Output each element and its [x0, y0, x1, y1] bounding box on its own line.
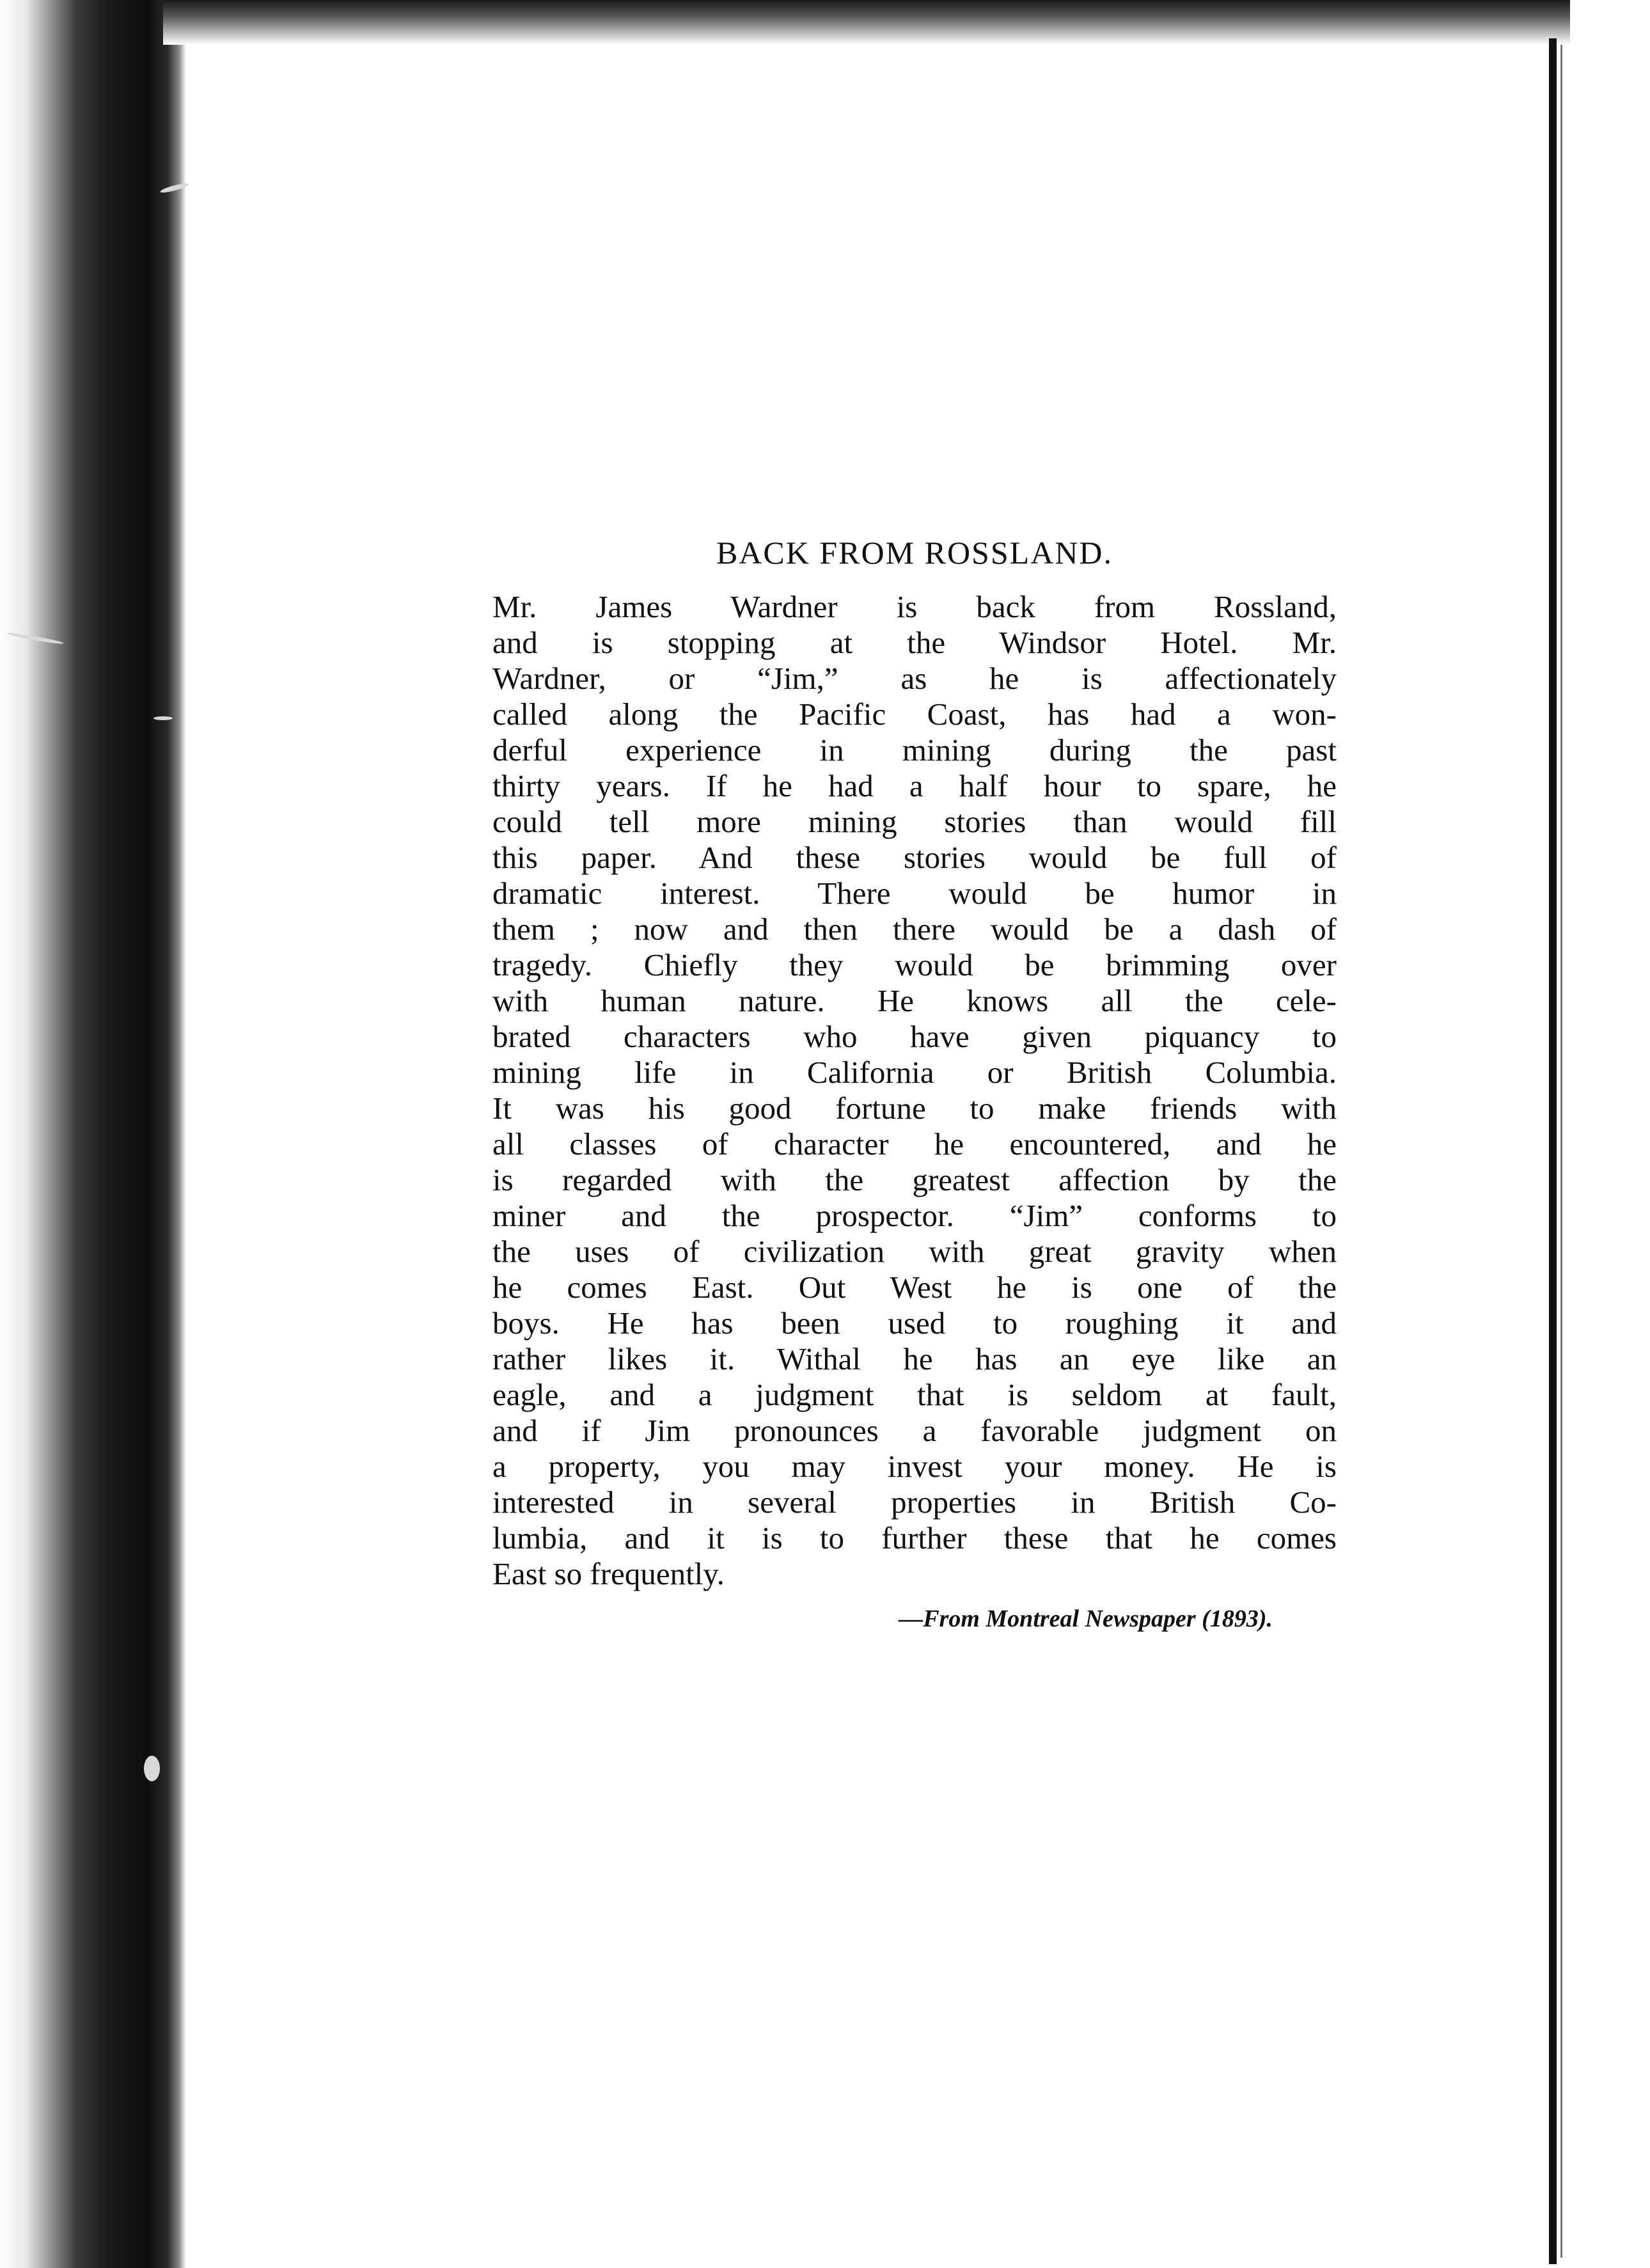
article-line: them ; now and then there would be a dash of — [492, 911, 1337, 947]
article-line: is regarded with the greatest affection by the — [492, 1162, 1337, 1197]
article-line: interested in several properties in British Co- — [492, 1484, 1337, 1520]
article — [492, 534, 1337, 1633]
article-line: miner and the prospector. “Jim” conforms to — [492, 1198, 1337, 1233]
article-attribution: —From Montreal Newspaper (1893). — [899, 1605, 1273, 1632]
article-line: derful experience in mining during the past — [492, 732, 1337, 768]
article-line: could tell more mining stories than would fill — [492, 804, 1337, 839]
article-line: It was his good fortune to make friends with — [492, 1091, 1337, 1126]
article-line: tragedy. Chiefly they would be brimming over — [492, 947, 1337, 982]
article-line: boys. He has been used to roughing it and — [492, 1305, 1337, 1341]
article-line: dramatic interest. There would be humor in — [492, 876, 1337, 911]
article-line: and if Jim pronounces a favorable judgment on — [492, 1413, 1337, 1448]
article-line: and is stopping at the Windsor Hotel. Mr. — [492, 625, 1337, 660]
article-line: this paper. And these stories would be full of — [492, 840, 1337, 875]
article-line: the uses of civilization with great gravity when — [492, 1234, 1337, 1269]
next-page-edge — [1549, 38, 1557, 2264]
article-line: eagle, and a judgment that is seldom at fault, — [492, 1377, 1337, 1412]
article-line: mining life in California or British Columbia. — [492, 1055, 1337, 1090]
article-line: Wardner, or “Jim,” as he is affectionately — [492, 661, 1337, 696]
article-line: a property, you may invest your money. He is — [492, 1449, 1337, 1484]
article-line: Mr. James Wardner is back from Rossland, — [492, 589, 1337, 624]
article-line: lumbia, and it is to further these that he comes — [492, 1520, 1337, 1555]
article-line: he comes East. Out West he is one of the — [492, 1270, 1337, 1305]
page-top-shadow — [163, 0, 1570, 45]
article-line: brated characters who have given piquancy to — [492, 1019, 1337, 1054]
article-line: called along the Pacific Coast, has had a won- — [492, 697, 1337, 732]
article-line: all classes of character he encountered, and he — [492, 1126, 1337, 1162]
article-line: rather likes it. Withal he has an eye like an — [492, 1341, 1337, 1376]
binding-scratch — [144, 1756, 160, 1781]
next-page-edge-line — [1560, 45, 1562, 2258]
binding-scratch — [153, 716, 173, 720]
article-body — [492, 589, 1337, 1592]
article-line: with human nature. He knows all the cele- — [492, 983, 1337, 1018]
article-line: East so frequently. — [492, 1556, 725, 1591]
book-binding — [0, 0, 185, 2268]
article-headline: BACK FROM ROSSLAND. — [716, 535, 1113, 571]
article-line: thirty years. If he had a half hour to spare, he — [492, 768, 1337, 803]
